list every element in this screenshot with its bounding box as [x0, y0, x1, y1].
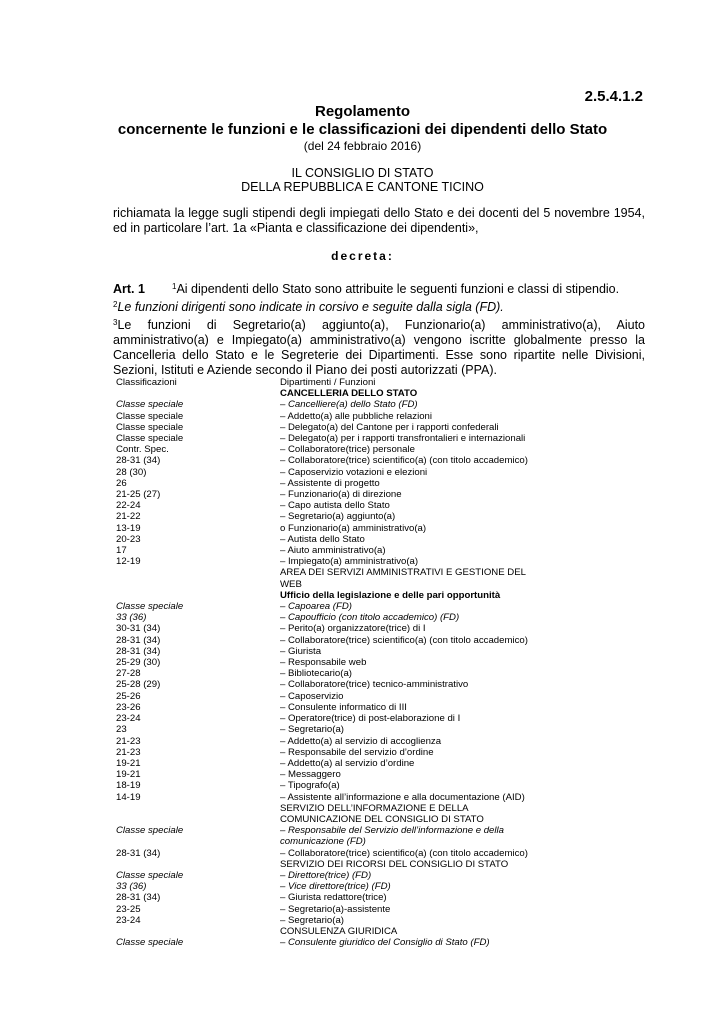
table-row: [116, 500, 540, 511]
function-cell: SERVIZIO DEI RICORSI DEL CONSIGLIO DI STATO: [280, 858, 509, 870]
function-cell: – Segretario(a) aggiunto(a): [280, 511, 396, 523]
function-cell: – Capo autista dello Stato: [280, 500, 390, 512]
function-cell: – Addetto(a) alle pubbliche relazioni: [280, 410, 433, 422]
table-row: [116, 433, 540, 444]
article-paragraph-3: [113, 315, 645, 378]
function-cell: SERVIZIO DELL’INFORMAZIONE E DELLA: [280, 802, 469, 814]
table-row: [116, 825, 540, 836]
function-cell: – Delegato(a) del Cantone per i rapporti confederali: [280, 421, 499, 433]
classification-cell: [116, 836, 280, 847]
article-label: Art. 1: [113, 282, 145, 296]
paragraph-text: Ai dipendenti dello Stato sono attribuite le seguenti funzioni e classi di stipendio.: [176, 282, 620, 296]
classification-table: [116, 377, 540, 948]
table-row: [116, 657, 540, 668]
table-row: [116, 646, 540, 657]
classification-cell: [116, 926, 280, 937]
column-header-funzioni: Dipartimenti / Funzioni: [280, 377, 376, 388]
table-row: [116, 455, 540, 466]
article-paragraph-2: [113, 297, 645, 315]
function-cell: – Messaggero: [280, 769, 341, 781]
table-row: [116, 399, 540, 410]
table-row: [116, 736, 540, 747]
classification-cell: 23-24: [116, 713, 141, 725]
classification-cell: 33 (36): [116, 612, 147, 624]
function-cell: – Collaboratore(trice) tecnico-amministrativo: [280, 679, 469, 691]
table-row: [116, 758, 540, 769]
table-row: [116, 601, 540, 612]
function-cell: CONSULENZA GIURIDICA: [280, 925, 398, 937]
classification-cell: Classe speciale: [116, 410, 184, 422]
classification-cell: 27-28: [116, 668, 141, 680]
paragraph-text: Le funzioni dirigenti sono indicate in corsivo e seguite dalla sigla (FD).: [117, 300, 504, 314]
function-cell: – Segretario(a): [280, 724, 344, 736]
table-row: [116, 792, 540, 803]
table-row: [116, 422, 540, 433]
function-cell: – Operatore(trice) di post-elaborazione di I: [280, 713, 461, 725]
function-cell: – Responsabile del servizio d’ordine: [280, 746, 434, 758]
table-row: [116, 881, 540, 892]
function-cell: – Responsabile del Servizio dell’informazione e della: [280, 825, 504, 837]
function-cell: – Delegato(a) per i rapporti transfrontalieri e internazionali: [280, 433, 526, 445]
function-cell: comunicazione (FD): [280, 836, 366, 848]
classification-cell: Classe speciale: [116, 433, 184, 445]
table-row: [116, 545, 540, 556]
function-cell: – Consulente informatico di III: [280, 701, 407, 713]
function-cell: COMUNICAZIONE DEL CONSIGLIO DI STATO: [280, 813, 484, 825]
classification-cell: 28-31 (34): [116, 455, 161, 467]
table-row: [116, 814, 540, 825]
table-row: [116, 478, 540, 489]
table-row: [116, 411, 540, 422]
function-cell: – Giurista redattore(trice): [280, 892, 387, 904]
table-row: [116, 679, 540, 690]
function-cell: – Giurista: [280, 645, 322, 657]
table-row: [116, 489, 540, 500]
function-cell: – Vice direttore(trice) (FD): [280, 881, 391, 893]
table-row: [116, 523, 540, 534]
classification-cell: 26: [116, 477, 127, 489]
function-cell: – Tipografo(a): [280, 780, 340, 792]
column-header-classificazioni: Classificazioni: [116, 377, 177, 388]
classification-cell: 17: [116, 545, 127, 557]
classification-cell: 21-22: [116, 511, 141, 523]
document-code: 2.5.4.1.2: [584, 88, 643, 105]
classification-cell: 28-31 (34): [116, 847, 161, 859]
function-cell: – Collaboratore(trice) scientifico(a) (con titolo accademico): [280, 455, 528, 467]
function-cell: – Addetto(a) al servizio d’ordine: [280, 757, 415, 769]
table-row: [116, 534, 540, 545]
classification-cell: [116, 567, 280, 578]
table-row: [116, 388, 540, 399]
function-cell: – Capoarea (FD): [280, 601, 352, 613]
classification-cell: 19-21: [116, 769, 141, 781]
classification-cell: 19-21: [116, 757, 141, 769]
function-cell: – Collaboratore(trice) scientifico(a) (con titolo accademico): [280, 634, 528, 646]
function-cell: – Caposervizio votazioni e elezioni: [280, 466, 428, 478]
function-cell: CANCELLERIA DELLO STATO: [280, 388, 418, 400]
table-row: [116, 567, 540, 578]
classification-cell: 12-19: [116, 556, 141, 568]
classification-cell: 28-31 (34): [116, 645, 161, 657]
authority-line-2: DELLA REPUBBLICA E CANTONE TICINO: [241, 180, 484, 194]
function-cell: – Impiegato(a) amministrativo(a): [280, 556, 419, 568]
function-cell: Ufficio della legislazione e delle pari opportunità: [280, 589, 501, 601]
classification-cell: 23-25: [116, 903, 141, 915]
document-date: (del 24 febbraio 2016): [303, 139, 422, 153]
function-cell: – Segretario(a)-assistente: [280, 903, 391, 915]
decreta-heading: decreta:: [331, 249, 394, 263]
paragraph-number: 1: [172, 282, 177, 291]
table-row: [116, 803, 540, 814]
classification-cell: 22-24: [116, 500, 141, 512]
function-cell: – Cancelliere(a) dello Stato (FD): [280, 399, 418, 411]
table-row: [116, 747, 540, 758]
table-row: [116, 713, 540, 724]
classification-cell: 21-25 (27): [116, 489, 161, 501]
table-row: [116, 904, 540, 915]
classification-cell: 30-31 (34): [116, 623, 161, 635]
table-row: [116, 937, 540, 948]
table-row: [116, 836, 540, 847]
table-header-row: [116, 377, 540, 388]
function-cell: – Funzionario(a) di direzione: [280, 489, 402, 501]
classification-cell: Classe speciale: [116, 825, 184, 837]
classification-cell: [116, 579, 280, 590]
classification-cell: 13-19: [116, 522, 141, 534]
classification-cell: 14-19: [116, 791, 141, 803]
table-row: [116, 668, 540, 679]
classification-cell: Classe speciale: [116, 421, 184, 433]
document-subtitle: concernente le funzioni e le classificazioni dei dipendenti dello Stato: [117, 121, 608, 138]
table-row: [116, 769, 540, 780]
function-cell: – Capoufficio (con titolo accademico) (FD): [280, 612, 460, 624]
function-cell: – Aiuto amministrativo(a): [280, 545, 386, 557]
classification-cell: Classe speciale: [116, 869, 184, 881]
function-cell: AREA DEI SERVIZI AMMINISTRATIVI E GESTIONE DEL: [280, 567, 526, 579]
table-row: [116, 623, 540, 634]
function-cell: WEB: [280, 578, 302, 590]
table-row: [116, 467, 540, 478]
table-row: [116, 848, 540, 859]
function-cell: – Bibliotecario(a): [280, 668, 352, 680]
article-1: [113, 279, 645, 378]
table-row: [116, 915, 540, 926]
classification-cell: [116, 388, 280, 399]
table-row: [116, 859, 540, 870]
preamble: richiamata la legge sugli stipendi degli impiegati dello Stato e dei docenti del 5 novembre 1954, ed in particolare l’art. 1a «Pianta e classificazione dei dipendenti»,: [113, 206, 645, 235]
classification-cell: [116, 814, 280, 825]
table-row: [116, 892, 540, 903]
classification-cell: 23-24: [116, 914, 141, 926]
table-row: [116, 635, 540, 646]
classification-cell: 23: [116, 724, 127, 736]
table-row: [116, 612, 540, 623]
paragraph-text: Le funzioni di Segretario(a) aggiunto(a), Funzionario(a) amministrativo(a), Aiuto amministrativo(a) e Impiegato(a) amministrativo(a) vengono iscritte globalmente presso la Cancelleria dello Stato e le Segreterie dei Dipartimenti. Esse sono ripartite nelle Divisioni, Sezioni, Istituti e Aziende secondo il Piano dei posti autorizzati (PPA).: [113, 318, 645, 377]
table-row: [116, 511, 540, 522]
function-cell: – Collaboratore(trice) scientifico(a) (con titolo accademico): [280, 847, 528, 859]
classification-cell: 28-31 (34): [116, 634, 161, 646]
classification-cell: 28 (30): [116, 466, 147, 478]
classification-cell: [116, 803, 280, 814]
classification-cell: 21-23: [116, 735, 141, 747]
paragraph-number: 2: [113, 300, 118, 309]
classification-cell: Contr. Spec.: [116, 444, 169, 456]
function-cell: o Funzionario(a) amministrativo(a): [280, 522, 427, 534]
function-cell: – Segretario(a): [280, 914, 344, 926]
table-row: [116, 926, 540, 937]
classification-cell: 28-31 (34): [116, 892, 161, 904]
table-row: [116, 444, 540, 455]
classification-cell: 25-26: [116, 690, 141, 702]
table-body: [116, 388, 540, 948]
function-cell: – Perito(a) organizzatore(trice) di I: [280, 623, 426, 635]
table-row: [116, 691, 540, 702]
document-title: Regolamento: [314, 103, 410, 120]
function-cell: – Assistente all’informazione e alla documentazione (AID): [280, 791, 525, 803]
function-cell: – Autista dello Stato: [280, 533, 365, 545]
classification-cell: 33 (36): [116, 881, 147, 893]
classification-cell: Classe speciale: [116, 601, 184, 613]
classification-cell: 18-19: [116, 780, 141, 792]
classification-cell: 25-28 (29): [116, 679, 161, 691]
table-row: [116, 579, 540, 590]
function-cell: – Addetto(a) al servizio di accoglienza: [280, 735, 442, 747]
authority-line-1: IL CONSIGLIO DI STATO: [291, 166, 434, 180]
function-cell: – Assistente di progetto: [280, 477, 380, 489]
table-row: [116, 702, 540, 713]
classification-cell: [116, 859, 280, 870]
function-cell: – Caposervizio: [280, 690, 344, 702]
article-paragraph-1: [113, 279, 645, 297]
classification-cell: 20-23: [116, 533, 141, 545]
classification-cell: Classe speciale: [116, 937, 184, 949]
table-row: [116, 780, 540, 791]
classification-cell: Classe speciale: [116, 399, 184, 411]
table-row: [116, 590, 540, 601]
function-cell: – Collaboratore(trice) personale: [280, 444, 415, 456]
function-cell: – Consulente giuridico del Consiglio di Stato (FD): [280, 937, 490, 949]
table-row: [116, 556, 540, 567]
classification-cell: 23-26: [116, 701, 141, 713]
table-row: [116, 724, 540, 735]
table-row: [116, 870, 540, 881]
function-cell: – Responsabile web: [280, 657, 367, 669]
classification-cell: 21-23: [116, 746, 141, 758]
paragraph-number: 3: [113, 318, 118, 327]
classification-cell: [116, 590, 280, 601]
classification-cell: 25-29 (30): [116, 657, 161, 669]
function-cell: – Direttore(trice) (FD): [280, 869, 372, 881]
